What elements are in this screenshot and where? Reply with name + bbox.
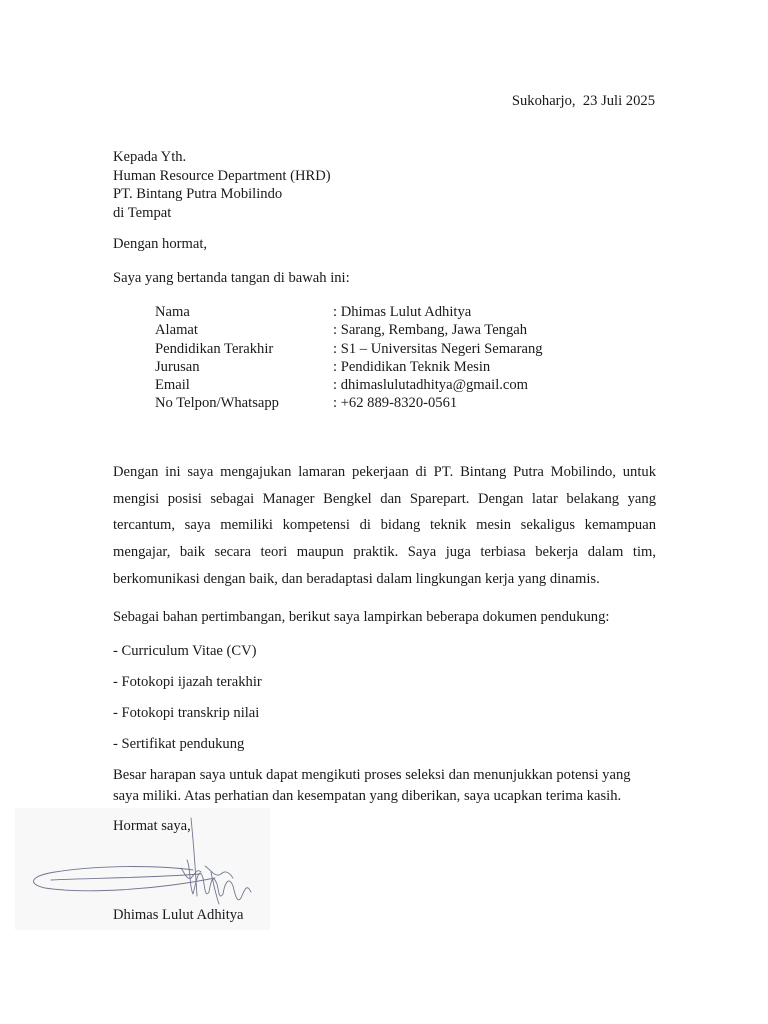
identity-row — [155, 376, 543, 394]
identity-label: No Telpon/Whatsapp — [155, 395, 279, 412]
intro-line: Saya yang bertanda tangan di bawah ini: — [113, 270, 350, 286]
recipient-line: Human Resource Department (HRD) — [113, 167, 331, 184]
identity-value: : S1 – Universitas Negeri Semarang — [333, 340, 543, 357]
identity-table — [155, 303, 543, 413]
identity-row — [155, 340, 543, 358]
identity-label: Alamat — [155, 322, 198, 339]
identity-value: : Pendidikan Teknik Mesin — [333, 358, 491, 375]
identity-label: Nama — [155, 304, 190, 320]
attachment-item: - Sertifikat pendukung — [113, 736, 245, 752]
attachment-item: - Curriculum Vitae (CV) — [113, 643, 257, 659]
closing-paragraph: Besar harapan saya untuk dapat mengikuti proses seleksi dan menunjukkan potensi yang saya miliki. Atas perhatian dan kesempatan yang diberikan, saya ucapkan terima kasih. — [113, 767, 631, 804]
identity-row — [155, 321, 543, 339]
greeting: Dengan hormat, — [113, 236, 208, 252]
recipient-line: Kepada Yth. — [113, 149, 187, 165]
signer-name: Dhimas Lulut Adhitya — [113, 907, 244, 923]
identity-value: : Dhimas Lulut Adhitya — [333, 304, 472, 320]
signoff: Hormat saya, — [113, 818, 191, 834]
attachment-item: - Fotokopi ijazah terakhir — [113, 674, 262, 690]
attachments-list — [113, 642, 262, 766]
recipient-line: PT. Bintang Putra Mobilindo — [113, 186, 283, 202]
identity-value: : dhimaslulutadhitya@gmail.com — [333, 377, 529, 394]
attachments-intro: Sebagai bahan pertimbangan, berikut saya lampirkan beberapa dokumen pendukung: — [113, 609, 610, 625]
letter-date: Sukoharjo, 23 Juli 2025 — [511, 93, 655, 109]
attachment-item: - Fotokopi transkrip nilai — [113, 705, 260, 721]
identity-label: Jurusan — [155, 358, 200, 375]
identity-value: : Sarang, Rembang, Jawa Tengah — [333, 322, 528, 339]
identity-row — [155, 303, 543, 321]
recipient-block — [113, 148, 331, 222]
identity-value: : +62 889-8320-0561 — [333, 395, 458, 412]
body-paragraph: Dengan ini saya mengajukan lamaran pekerjaan di PT. Bintang Putra Mobilindo, untuk mengisi posisi sebagai Manager Bengkel dan Sparepart. Dengan latar belakang yang tercantum, saya memiliki kompetensi di bidang teknik mesin sekaligus kemampuan mengajar, baik secara teori maupun praktik. Saya juga terbiasa bekerja dalam tim, berkomunikasi dengan baik, dan beradaptasi dalam lingkungan kerja yang dinamis. — [113, 464, 656, 587]
identity-label: Email — [155, 377, 190, 394]
recipient-line: di Tempat — [113, 204, 172, 221]
identity-label: Pendidikan Terakhir — [155, 340, 274, 357]
identity-row — [155, 394, 543, 412]
identity-row — [155, 358, 543, 376]
